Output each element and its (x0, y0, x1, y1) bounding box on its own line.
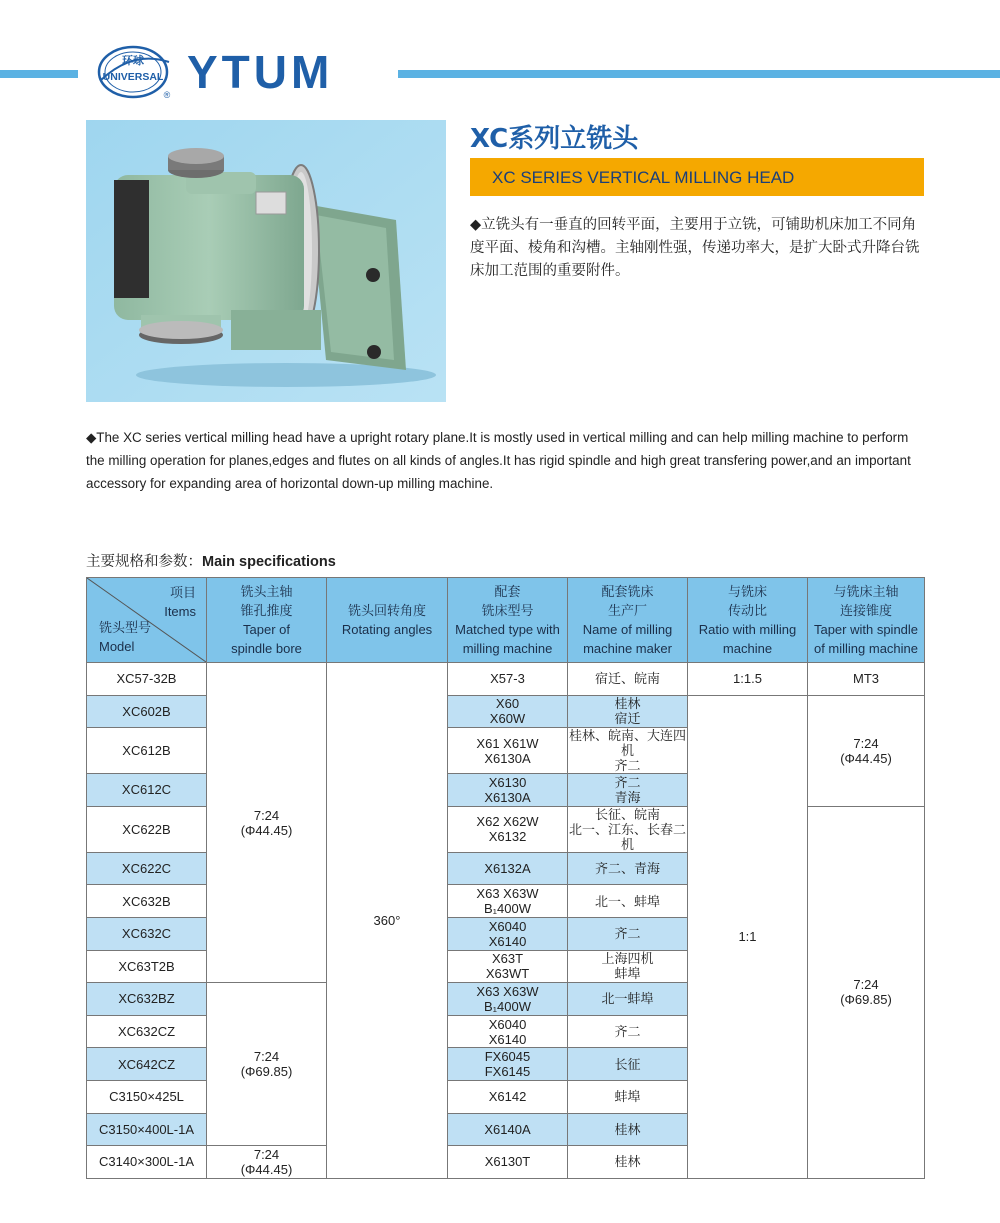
maker-cell (568, 1146, 688, 1179)
machine-cell-line: X6132 (488, 829, 527, 845)
maker-cell (568, 728, 688, 774)
machine-cell-line: FX6045 (484, 1049, 531, 1065)
taper-group-2-value: 7:24 (253, 1049, 280, 1065)
machine-cell (448, 663, 568, 696)
header-taper-cn-l1: 铣头主轴 (240, 584, 293, 599)
machine-cell-line: X6130T (484, 1154, 531, 1170)
header-maker (568, 578, 688, 663)
model-cell: XC57-32B (87, 663, 207, 696)
model-cell: XC632CZ (87, 1015, 207, 1048)
machine-cell-line: X6130A (484, 750, 531, 766)
machine-cell (448, 1015, 568, 1048)
header-conn-cn-l2: 连接锥度 (839, 603, 892, 618)
maker-cell (568, 983, 688, 1016)
machine-cell-line: X6040 (488, 918, 527, 934)
machine-cell (448, 1048, 568, 1081)
maker-cell-line: 宿迁 (614, 711, 641, 727)
machine-cell (448, 1080, 568, 1113)
maker-cell-line: 齐二 (614, 1024, 641, 1040)
ratio-first-cell: 1:1.5 (688, 663, 808, 696)
spec-title-cn: 主要规格和参数： (86, 554, 202, 570)
maker-cell (568, 885, 688, 918)
maker-cell-line: 长征 (614, 1056, 641, 1072)
maker-cell (568, 950, 688, 983)
maker-cell-line: 宿迁、皖南 (594, 671, 660, 687)
maker-cell (568, 774, 688, 807)
machine-cell (448, 983, 568, 1016)
conn-group-2 (808, 806, 925, 1178)
machine-cell (448, 885, 568, 918)
taper-group-3 (207, 1146, 327, 1179)
maker-cell-line: 上海四机 (601, 951, 654, 967)
maker-cell (568, 1080, 688, 1113)
maker-cell (568, 852, 688, 885)
header-match-en-l2: milling machine (462, 641, 553, 656)
header-bar-right (398, 70, 1000, 78)
header-rotating (327, 578, 448, 663)
maker-cell (568, 806, 688, 852)
header-items-model (87, 578, 207, 663)
maker-cell-line: 长征、皖南 (594, 806, 660, 822)
header-taper-en-l2: spindle bore (231, 641, 302, 656)
header-items-cn: 项目 (169, 585, 196, 600)
header-ratio-cn-l2: 传动比 (727, 603, 767, 618)
maker-cell (568, 1048, 688, 1081)
machine-cell (448, 1146, 568, 1179)
header-ratio-cn-l1: 与铣床 (727, 584, 767, 599)
machine-cell-line: X6130 (488, 774, 527, 790)
header-maker-en-l2: machine maker (583, 641, 672, 656)
taper-group-3-value: 7:24 (253, 1146, 280, 1162)
machine-cell (448, 852, 568, 885)
taper-group-1-value: 7:24 (253, 807, 280, 823)
maker-cell-line: 齐二、青海 (594, 861, 660, 877)
product-photo (86, 120, 446, 402)
model-cell: XC612B (87, 728, 207, 774)
conn-group-2-sub: (Φ69.85) (840, 992, 892, 1008)
model-cell: XC642CZ (87, 1048, 207, 1081)
header-conn-cn-l1: 与铣床主轴 (833, 584, 899, 599)
maker-cell-line: 蚌埠 (614, 966, 641, 982)
machine-cell-line: X60W (489, 711, 526, 727)
conn-first-cell: MT3 (808, 663, 925, 696)
maker-cell-line: 桂林 (614, 696, 641, 712)
machine-cell-line: X6142 (488, 1089, 527, 1105)
title-en-band: XC SERIES VERTICAL MILLING HEAD (470, 158, 924, 196)
taper-group-2-sub: (Φ69.85) (240, 1064, 293, 1080)
taper-group-1 (207, 663, 327, 983)
model-cell: XC612C (87, 774, 207, 807)
conn-group-1 (808, 695, 925, 806)
model-cell: XC622B (87, 806, 207, 852)
header-ratio (688, 578, 808, 663)
machine-cell (448, 806, 568, 852)
maker-cell (568, 695, 688, 728)
machine-cell (448, 774, 568, 807)
emblem-line2: UNIVERSAL (102, 71, 164, 83)
title-cn: XC系列立铣头 (470, 124, 639, 154)
header-match-cn-l1: 配套 (494, 584, 521, 599)
header-match-en-l1: Matched type with (455, 622, 560, 637)
maker-cell-line: 桂林 (614, 1154, 641, 1170)
header-match-cn-l2: 铣床型号 (481, 603, 534, 618)
table-row (87, 663, 925, 696)
header-rot-cn: 铣头回转角度 (347, 603, 426, 618)
header-ratio-en-l2: machine (722, 641, 773, 656)
machine-cell-line: X61 X61W (476, 735, 539, 751)
model-cell: XC632BZ (87, 983, 207, 1016)
maker-cell-line: 北一蚌埠 (601, 991, 654, 1007)
model-cell: XC632B (87, 885, 207, 918)
maker-cell (568, 917, 688, 950)
header-taper-cn-l2: 锥孔推度 (240, 603, 293, 618)
header-conn-en-l2: of milling machine (813, 641, 919, 656)
header-model-cn: 铣头型号 (99, 620, 152, 635)
machine-cell-line: X6140 (488, 1031, 527, 1047)
header-bar-left (0, 70, 78, 78)
taper-group-2 (207, 983, 327, 1146)
header-model-en: Model (99, 639, 135, 654)
machine-cell-line: X6132A (484, 861, 531, 877)
header-taper-en-l1: Taper of (243, 622, 290, 637)
description-en: ◆The XC series vertical milling head have a upright rotary plane.It is mostly used in vertical milling and can help milling machine to perform the milling operation for planes,edges and flutes on all kinds of angles.It has rigid spindle and high great transfering power,and an important accessory for expanding area of horizontal down-up milling machine. (86, 430, 911, 491)
spec-section-title (86, 550, 336, 571)
maker-cell-line: 青海 (614, 789, 641, 805)
header-ratio-en-l1: Ratio with milling (698, 622, 797, 637)
spec-header-row (87, 578, 925, 663)
maker-cell-line: 北一、江东、长春二机 (568, 821, 686, 852)
description-cn: ◆立铣头有一垂直的回转平面，主要用于立铣，可铺助机床加工不同角度平面、棱角和沟槽。主轴刚性强，传递功率大，是扩大卧式升降台铣床加工范围的重要附件。 (470, 217, 920, 279)
header-maker-en-l1: Name of milling (582, 622, 673, 637)
machine-cell-line: X62 X62W (476, 814, 539, 830)
conn-group-2-value: 7:24 (853, 977, 879, 993)
header-matched (448, 578, 568, 663)
spec-table (86, 577, 925, 1179)
machine-cell-line: FX6145 (484, 1064, 531, 1080)
emblem-line1: 环球 (122, 54, 144, 67)
model-cell: C3140×300L-1A (87, 1146, 207, 1179)
spec-body (87, 663, 925, 1179)
machine-cell-line: X6140A (484, 1121, 531, 1137)
header-items-en: Items (164, 604, 196, 619)
brand-wordmark: YTUM (187, 46, 334, 98)
machine-cell-line: B₁400W (483, 998, 532, 1014)
machine-cell-line: X6140 (488, 933, 527, 949)
header-taper (207, 578, 327, 663)
registered-mark: ® (163, 90, 171, 100)
maker-cell-line: 桂林 (614, 1121, 641, 1137)
ratio-rest-cell: 1:1 (688, 695, 808, 1178)
machine-cell-line: X57-3 (490, 671, 525, 687)
conn-group-1-value: 7:24 (853, 735, 879, 751)
maker-cell-line: 齐二 (614, 926, 641, 942)
model-cell: XC632C (87, 917, 207, 950)
model-cell: XC602B (87, 695, 207, 728)
header-maker-cn-l2: 生产厂 (607, 603, 647, 618)
spec-title-en: Main specifications (202, 554, 336, 570)
machine-cell-line: X63 X63W (476, 983, 539, 999)
conn-group-1-sub: (Φ44.45) (840, 750, 892, 766)
taper-group-3-sub: (Φ44.45) (240, 1161, 293, 1177)
maker-cell-line: 蚌埠 (614, 1089, 641, 1105)
model-cell: XC622C (87, 852, 207, 885)
maker-cell-line: 桂林、皖南、大连四机 (568, 728, 686, 759)
taper-group-1-sub: (Φ44.45) (240, 822, 293, 838)
maker-cell-line: 北一、蚌埠 (594, 893, 660, 909)
machine-cell-line: X6040 (488, 1016, 527, 1032)
machine-cell-line: X63WT (485, 966, 530, 982)
maker-cell (568, 1113, 688, 1146)
maker-cell-line: 齐二 (614, 774, 641, 790)
machine-cell (448, 950, 568, 983)
maker-cell (568, 1015, 688, 1048)
maker-cell-line: 齐二 (614, 758, 641, 774)
model-cell: C3150×400L-1A (87, 1113, 207, 1146)
machine-cell-line: B₁400W (483, 901, 532, 917)
machine-cell-line: X6130A (484, 789, 531, 805)
machine-cell (448, 917, 568, 950)
machine-cell-line: X63T (491, 951, 524, 967)
header-connection (808, 578, 925, 663)
header-conn-en-l1: Taper with spindle (813, 622, 919, 637)
machine-cell-line: X63 X63W (476, 886, 539, 902)
maker-cell (568, 663, 688, 696)
header-rot-en: Rotating angles (341, 622, 433, 637)
machine-cell (448, 1113, 568, 1146)
machine-cell (448, 728, 568, 774)
model-cell: C3150×425L (87, 1080, 207, 1113)
machine-cell (448, 695, 568, 728)
brand-logo (95, 40, 385, 102)
rotating-angle-cell: 360° (327, 663, 448, 1179)
machine-cell-line: X60 (495, 696, 520, 712)
header-maker-cn-l1: 配套铣床 (601, 584, 654, 599)
logo-graphic (95, 40, 385, 102)
model-cell: XC63T2B (87, 950, 207, 983)
